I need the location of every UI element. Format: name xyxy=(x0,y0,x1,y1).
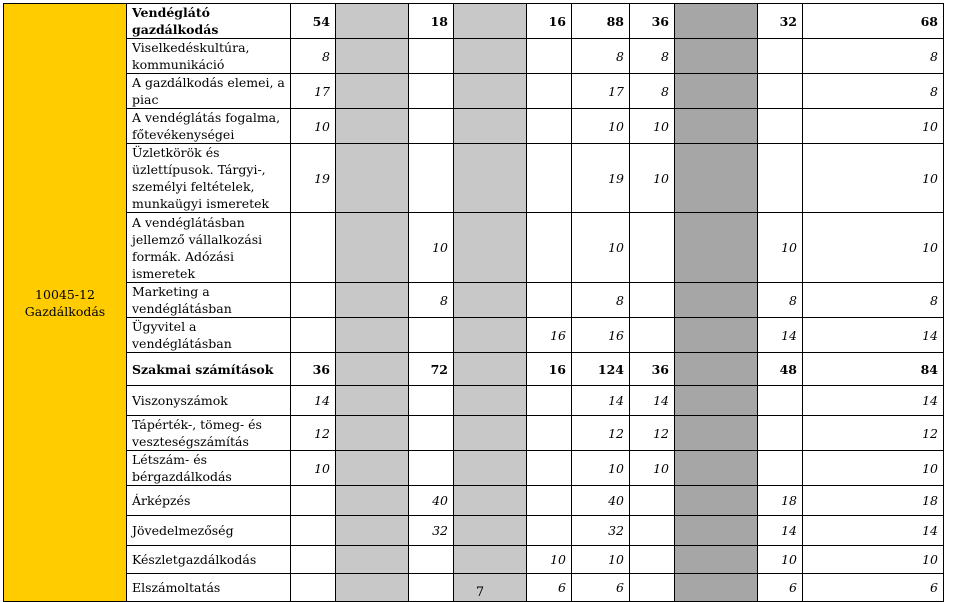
topic-value xyxy=(336,109,409,144)
topic-name: Jövedelmezőség xyxy=(127,516,291,546)
topic-row xyxy=(4,416,944,451)
topic-row xyxy=(4,74,944,109)
topic-value xyxy=(454,451,527,486)
topic-value xyxy=(409,74,454,109)
topic-row xyxy=(4,516,944,546)
total-value: 36 xyxy=(630,4,675,39)
topic-value xyxy=(454,318,527,353)
topic-row xyxy=(4,486,944,516)
total-value: 16 xyxy=(527,4,572,39)
topic-value xyxy=(336,386,409,416)
topic-value: 19 xyxy=(291,144,336,213)
topic-value: 18 xyxy=(803,486,944,516)
total-value xyxy=(336,353,409,386)
topic-value: 8 xyxy=(630,74,675,109)
topic-value: 10 xyxy=(803,451,944,486)
topic-value xyxy=(527,451,572,486)
topic-value xyxy=(630,318,675,353)
topic-value: 6 xyxy=(803,574,944,602)
topic-value xyxy=(630,546,675,574)
topic-value: 10 xyxy=(409,213,454,283)
topic-value xyxy=(336,318,409,353)
module-cell: 10045-12 Gazdálkodás xyxy=(4,4,127,602)
topic-value: 32 xyxy=(409,516,454,546)
topic-value: 10 xyxy=(572,109,630,144)
topic-value xyxy=(675,386,758,416)
topic-value xyxy=(291,486,336,516)
topic-name: Létszám- és bérgazdálkodás xyxy=(127,451,291,486)
topic-value: 14 xyxy=(803,318,944,353)
topic-value xyxy=(454,283,527,318)
topic-value: 14 xyxy=(758,516,803,546)
topic-value: 17 xyxy=(291,74,336,109)
topic-value xyxy=(527,213,572,283)
topic-value xyxy=(454,39,527,74)
topic-value: 10 xyxy=(572,546,630,574)
total-value xyxy=(675,4,758,39)
topic-value xyxy=(336,283,409,318)
topic-value xyxy=(454,144,527,213)
topic-value xyxy=(758,144,803,213)
topic-value: 10 xyxy=(630,451,675,486)
topic-value: 6 xyxy=(527,574,572,602)
total-value: 54 xyxy=(291,4,336,39)
topic-name: Készletgazdálkodás xyxy=(127,546,291,574)
total-value xyxy=(454,353,527,386)
topic-row xyxy=(4,283,944,318)
subject-title: Vendéglátó gazdálkodás xyxy=(127,4,291,39)
topic-value xyxy=(758,416,803,451)
topic-value xyxy=(758,386,803,416)
total-value: 84 xyxy=(803,353,944,386)
topic-value xyxy=(758,39,803,74)
topic-value xyxy=(409,416,454,451)
topic-value: 16 xyxy=(527,318,572,353)
topic-name: Marketing a vendéglátásban xyxy=(127,283,291,318)
total-value xyxy=(675,353,758,386)
topic-value: 14 xyxy=(630,386,675,416)
topic-value xyxy=(454,109,527,144)
topic-value xyxy=(409,318,454,353)
topic-value xyxy=(675,39,758,74)
topic-name: Viselkedéskultúra, kommunikáció xyxy=(127,39,291,74)
topic-value xyxy=(527,516,572,546)
total-value: 36 xyxy=(630,353,675,386)
topic-value xyxy=(454,416,527,451)
topic-value xyxy=(527,39,572,74)
topic-value: 10 xyxy=(291,109,336,144)
topic-value xyxy=(675,109,758,144)
topic-value: 8 xyxy=(758,283,803,318)
topic-value xyxy=(675,451,758,486)
topic-value xyxy=(630,516,675,546)
topic-value xyxy=(454,486,527,516)
topic-value xyxy=(291,546,336,574)
subject-title: Szakmai számítások xyxy=(127,353,291,386)
topic-row xyxy=(4,39,944,74)
topic-value xyxy=(675,144,758,213)
topic-value: 6 xyxy=(758,574,803,602)
topic-value: 10 xyxy=(630,109,675,144)
topic-row xyxy=(4,451,944,486)
topic-value: 8 xyxy=(803,283,944,318)
topic-value xyxy=(675,283,758,318)
topic-value xyxy=(675,546,758,574)
topic-row xyxy=(4,109,944,144)
total-value xyxy=(336,4,409,39)
topic-value: 12 xyxy=(291,416,336,451)
total-value: 16 xyxy=(527,353,572,386)
topic-value: 8 xyxy=(291,39,336,74)
topic-value: 8 xyxy=(803,74,944,109)
topic-value xyxy=(409,144,454,213)
topic-name: A gazdálkodás elemei, a piac xyxy=(127,74,291,109)
topic-value xyxy=(527,416,572,451)
topic-value xyxy=(758,109,803,144)
topic-value xyxy=(291,283,336,318)
topic-value xyxy=(630,486,675,516)
topic-value: 10 xyxy=(527,546,572,574)
topic-value xyxy=(675,516,758,546)
topic-name: Tápérték-, tömeg- és veszteségszámítás xyxy=(127,416,291,451)
topic-value xyxy=(758,451,803,486)
topic-row xyxy=(4,144,944,213)
topic-value xyxy=(336,546,409,574)
topic-value: 10 xyxy=(291,451,336,486)
topic-row xyxy=(4,318,944,353)
topic-value xyxy=(527,283,572,318)
topic-value xyxy=(409,546,454,574)
topic-value xyxy=(291,516,336,546)
topic-value xyxy=(336,144,409,213)
topic-value xyxy=(527,386,572,416)
topic-value: 16 xyxy=(572,318,630,353)
topic-value xyxy=(409,386,454,416)
total-value: 32 xyxy=(758,4,803,39)
topic-value xyxy=(527,486,572,516)
topic-value: 14 xyxy=(572,386,630,416)
total-value: 36 xyxy=(291,353,336,386)
topic-value: 17 xyxy=(572,74,630,109)
topic-value: 14 xyxy=(758,318,803,353)
topic-value: 6 xyxy=(572,574,630,602)
topic-value: 10 xyxy=(758,546,803,574)
topic-name: Üzletkörök és üzlettípusok. Tárgyi-, személyi feltételek, munkaügyi ismeretek xyxy=(127,144,291,213)
total-value: 124 xyxy=(572,353,630,386)
total-value: 72 xyxy=(409,353,454,386)
topic-value xyxy=(336,74,409,109)
topic-value: 10 xyxy=(803,213,944,283)
topic-value: 10 xyxy=(803,546,944,574)
topic-value: 12 xyxy=(572,416,630,451)
topic-value xyxy=(675,486,758,516)
topic-value: 10 xyxy=(803,144,944,213)
topic-value: 10 xyxy=(758,213,803,283)
topic-value: 10 xyxy=(572,213,630,283)
topic-value xyxy=(291,213,336,283)
subject-total-row xyxy=(4,353,944,386)
topic-name: Ügyvitel a vendéglátásban xyxy=(127,318,291,353)
topic-value xyxy=(758,74,803,109)
topic-value xyxy=(675,416,758,451)
topic-value xyxy=(454,386,527,416)
topic-value xyxy=(409,451,454,486)
topic-row xyxy=(4,546,944,574)
topic-value xyxy=(630,283,675,318)
topic-value xyxy=(336,516,409,546)
topic-value: 10 xyxy=(572,451,630,486)
topic-value xyxy=(336,451,409,486)
topic-value: 8 xyxy=(409,283,454,318)
total-value: 88 xyxy=(572,4,630,39)
topic-value: 8 xyxy=(572,39,630,74)
topic-value xyxy=(454,74,527,109)
topic-name: Árképzés xyxy=(127,486,291,516)
page-number: 7 xyxy=(475,585,485,600)
topic-value: 19 xyxy=(572,144,630,213)
topic-value xyxy=(336,416,409,451)
topic-name: Viszonyszámok xyxy=(127,386,291,416)
topic-value xyxy=(336,39,409,74)
topic-value: 14 xyxy=(803,516,944,546)
topic-row xyxy=(4,213,944,283)
topic-value xyxy=(454,516,527,546)
topic-name: A vendéglátásban jellemző vállalkozási formák. Adózási ismeretek xyxy=(127,213,291,283)
topic-row xyxy=(4,386,944,416)
topic-value xyxy=(291,318,336,353)
topic-name: A vendéglátás fogalma, főtevékenységei xyxy=(127,109,291,144)
topic-value xyxy=(527,144,572,213)
topic-value xyxy=(454,546,527,574)
topic-value: 8 xyxy=(572,283,630,318)
total-value: 48 xyxy=(758,353,803,386)
total-value: 18 xyxy=(409,4,454,39)
topic-value xyxy=(336,486,409,516)
topic-value xyxy=(675,318,758,353)
topic-value: 12 xyxy=(803,416,944,451)
total-value xyxy=(454,4,527,39)
topic-value: 40 xyxy=(572,486,630,516)
subject-total-row xyxy=(4,4,944,39)
topic-value: 8 xyxy=(630,39,675,74)
topic-value: 40 xyxy=(409,486,454,516)
total-value: 68 xyxy=(803,4,944,39)
topic-value: 14 xyxy=(803,386,944,416)
curriculum-table xyxy=(3,3,944,602)
topic-value: 10 xyxy=(630,144,675,213)
topic-value xyxy=(527,74,572,109)
topic-value xyxy=(409,109,454,144)
topic-value: 32 xyxy=(572,516,630,546)
topic-value xyxy=(409,39,454,74)
topic-value xyxy=(336,213,409,283)
topic-value xyxy=(454,213,527,283)
topic-value: 8 xyxy=(803,39,944,74)
topic-value xyxy=(675,74,758,109)
topic-value: 18 xyxy=(758,486,803,516)
topic-value xyxy=(630,213,675,283)
topic-value: 10 xyxy=(803,109,944,144)
topic-value: 12 xyxy=(630,416,675,451)
topic-name: Elszámoltatás xyxy=(127,574,291,602)
topic-value: 14 xyxy=(291,386,336,416)
topic-value xyxy=(527,109,572,144)
topic-value xyxy=(675,213,758,283)
